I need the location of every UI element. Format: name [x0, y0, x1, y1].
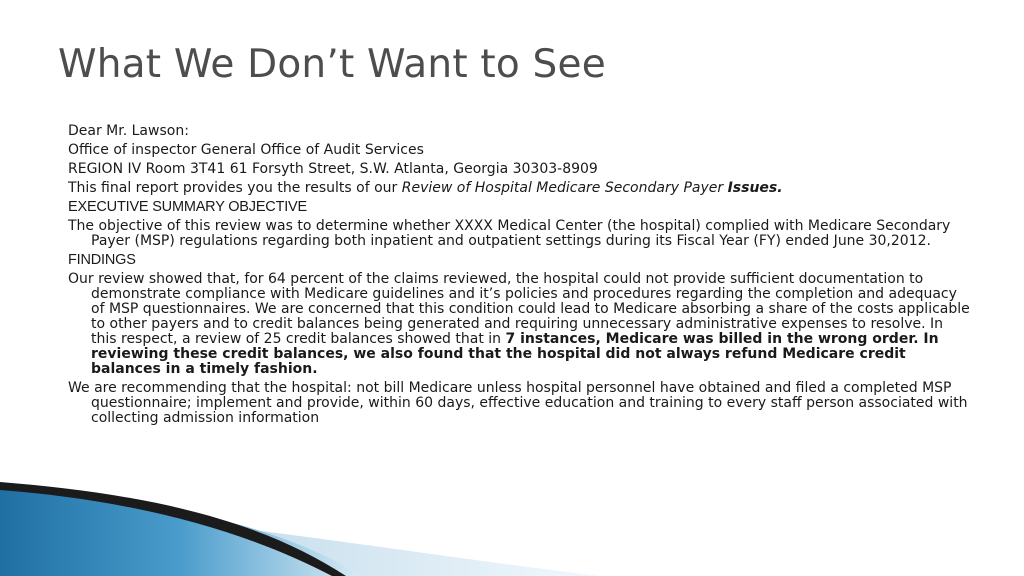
findings-heading: FINDINGS — [68, 252, 136, 268]
findings-bold-a: 7 instances, Medicare was billed in the wrong order. In reviewing these credit balances, we also found — [91, 331, 939, 362]
report-title: Review of Hospital Medicare Secondary Payer — [401, 180, 728, 196]
page-title: What We Don’t Want to See — [58, 42, 606, 87]
report-title-issues: Issues. — [727, 180, 783, 196]
recommendation-paragraph: We are recommending that the hospital: not bill Medicare unless hospital personnel have obtained and filed a completed MSP questionnaire; implement and provide, within 60 days, effective education and training to every staff person associated with collecting admission information — [68, 380, 968, 426]
salutation: Dear Mr. Lawson: — [68, 123, 189, 139]
intro-prefix: This final report provides you the results of our — [68, 180, 402, 196]
findings-text: Our review showed that, for 64 percent of the claims reviewed, the hospital could not provide sufficient documentation to demonstrate compliance with Medicare guidelines and it’s policies and procedures regarding the completion and adequacy of MSP questionnaires. We are concerned that this condition could lead to Medicare absorbing a share of the costs applicable to other payers and to credit balances being generated and requiring unnecessary administrative expenses to resolve. In this respect, a review of 25 credit balances showed that in — [68, 271, 970, 347]
objective-paragraph: The objective of this review was to determine whether XXXX Medical Center (the hospital) complied with Medicare Secondary Payer (MSP) regulations regarding both inpatient and outpatient settings during its Fiscal Year (FY) ended June 30,2012. — [68, 218, 951, 249]
exec-summary-heading: EXECUTIVE SUMMARY OBJECTIVE — [68, 199, 308, 215]
letter-body — [68, 124, 973, 430]
findings-paragraph — [68, 272, 973, 377]
findings-bold-b: that the hospital did not always refund Medicare credit balances in a timely fashion. — [91, 346, 906, 377]
address-line: REGION IV Room 3T41 61 Forsyth Street, S.W. Atlanta, Georgia 30303-8909 — [68, 161, 598, 177]
intro-line — [68, 181, 973, 196]
office-line: Office of inspector General Office of Audit Services — [68, 142, 424, 158]
